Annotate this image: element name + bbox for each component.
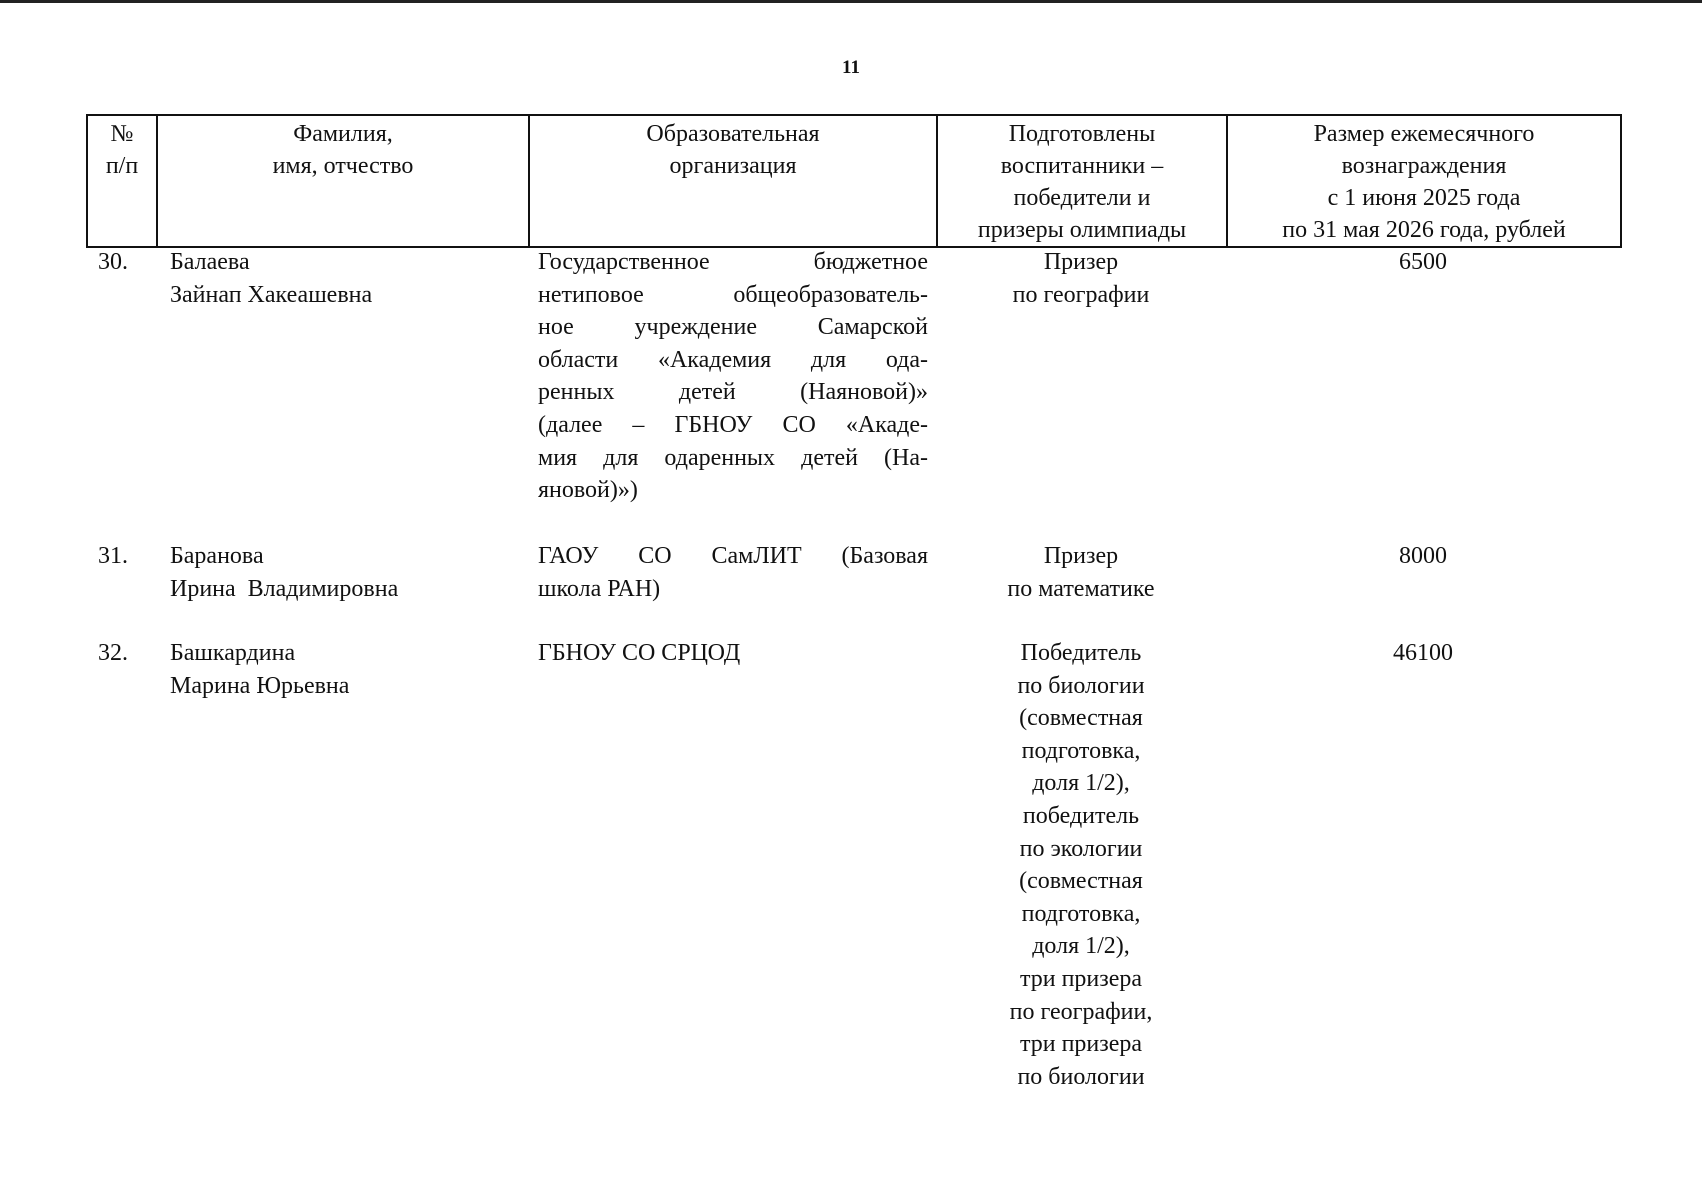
award-line: подготовка, (1021, 900, 1141, 927)
table-row (86, 246, 1620, 540)
organization-line: нетиповое общеобразователь- (538, 281, 928, 308)
header-monthly-reward-line: вознаграждения (1341, 153, 1507, 179)
row-amount: 46100 (1393, 640, 1453, 666)
header-full-name-line: имя, отчество (272, 153, 414, 179)
award-line: три призера (1019, 1031, 1143, 1058)
award-line: Победитель (1020, 640, 1142, 666)
award-line: подготовка, (1021, 737, 1141, 764)
header-organization-line: Образовательная (646, 121, 820, 147)
award-line: доля 1/2), (1032, 933, 1130, 960)
organization-line: ное учреждение Самарской (538, 314, 928, 341)
organization-line: области «Академия для ода- (538, 346, 928, 373)
row-organization (528, 540, 936, 605)
row-number: 32. (98, 640, 128, 666)
award-line: по географии, (1009, 998, 1153, 1025)
header-organization-line: организация (669, 153, 797, 179)
page-number: 11 (842, 57, 860, 78)
top-border-line (0, 0, 1702, 3)
header-winners (937, 115, 1227, 247)
award-line: доля 1/2), (1032, 770, 1130, 797)
organization-line: мия для одаренных детей (На- (538, 444, 928, 471)
organization-line: ГАОУ СО СамЛИТ (Базовая (538, 543, 928, 569)
header-monthly-reward (1227, 115, 1621, 247)
row-full-name (156, 540, 528, 605)
header-winners-line: призеры олимпиады (977, 217, 1187, 243)
award-line: по биологии (1017, 1063, 1145, 1090)
header-organization (529, 115, 937, 247)
award-line: три призера (1019, 965, 1143, 992)
row-organization (528, 637, 936, 670)
header-full-name-line: Фамилия, (293, 121, 393, 147)
row-full-name (156, 637, 528, 702)
organization-line: ренных детей (Наяновой)» (538, 379, 928, 406)
header-winners-line: воспитанники – (1000, 153, 1164, 179)
award-line: Призер (1043, 543, 1119, 569)
row-organization (528, 246, 936, 507)
header-monthly-reward-line: по 31 мая 2026 года, рублей (1282, 217, 1566, 243)
organization-line: ГБНОУ СО СРЦОД (538, 640, 741, 666)
surname: Балаева (170, 249, 250, 275)
table-header-row (87, 115, 1621, 247)
award-line: Призер (1043, 249, 1119, 275)
surname: Башкардина (170, 640, 296, 666)
header-number (87, 115, 157, 247)
row-amount: 6500 (1399, 249, 1447, 275)
header-number-line: п/п (105, 153, 139, 179)
organization-line: яновой)») (538, 477, 638, 504)
table-row (86, 540, 1620, 637)
table-row (86, 637, 1620, 1093)
given-name: Зайнап Хакеашевна (170, 281, 373, 308)
award-line: по экологии (1019, 835, 1143, 862)
organization-line: Государственное бюджетное (538, 249, 928, 275)
row-full-name (156, 246, 528, 311)
awards-table-header (86, 114, 1622, 248)
header-winners-line: победители и (1013, 185, 1151, 211)
row-award (936, 540, 1226, 605)
header-monthly-reward-line: с 1 июня 2025 года (1327, 185, 1521, 211)
awards-table-body (86, 246, 1620, 1093)
award-line: (совместная (1019, 868, 1143, 895)
row-number: 30. (98, 249, 128, 275)
header-full-name (157, 115, 529, 247)
given-name: Ирина Владимировна (170, 575, 399, 602)
header-winners-line: Подготовлены (1008, 121, 1156, 147)
row-amount: 8000 (1399, 543, 1447, 569)
award-line: по биологии (1017, 672, 1145, 699)
organization-line: (далее – ГБНОУ СО «Акаде- (538, 411, 928, 438)
row-award (936, 246, 1226, 311)
row-number: 31. (98, 543, 128, 569)
row-award (936, 637, 1226, 1093)
award-line: по географии (1012, 281, 1150, 308)
award-line: по математике (1007, 575, 1155, 602)
award-line: (совместная (1019, 705, 1143, 732)
header-monthly-reward-line: Размер ежемесячного (1313, 121, 1535, 147)
award-line: победитель (1022, 802, 1140, 829)
header-number-line: № (110, 121, 134, 147)
surname: Баранова (170, 543, 264, 569)
given-name: Марина Юрьевна (170, 672, 350, 699)
organization-line: школа РАН) (538, 575, 661, 602)
